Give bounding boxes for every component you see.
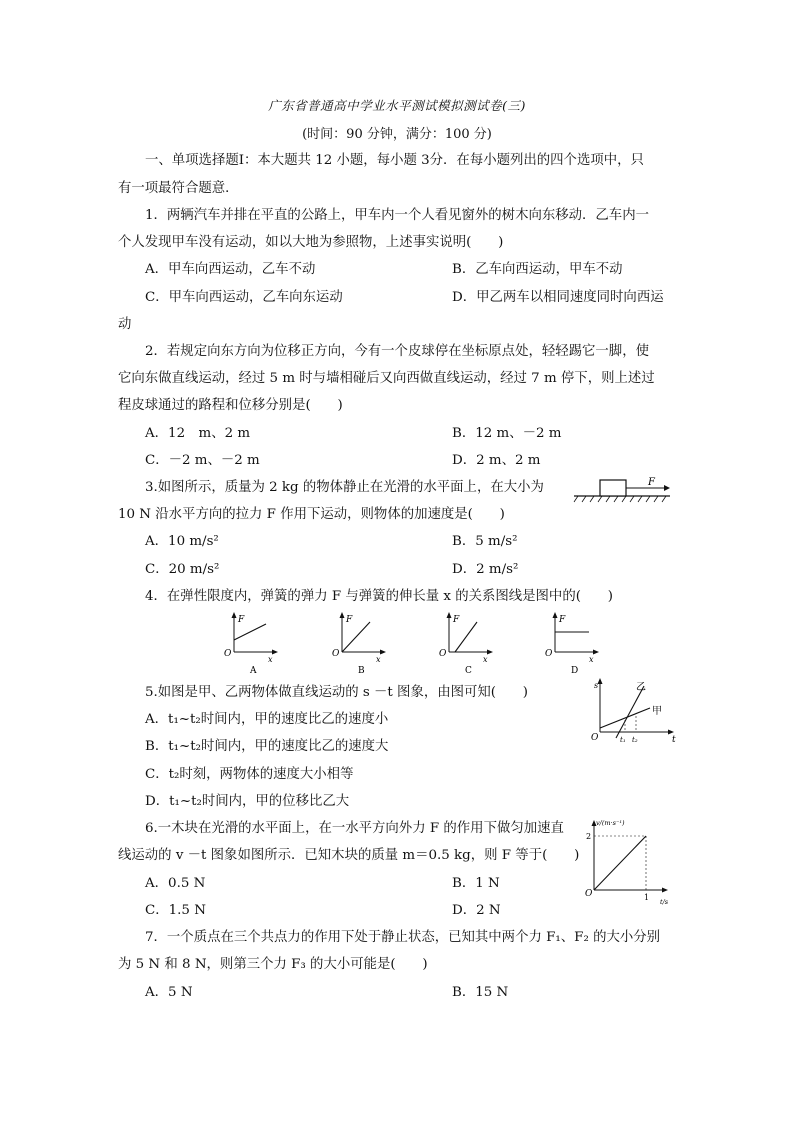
svg-text:t₁: t₁ bbox=[620, 736, 626, 744]
q1-stem: 1．两辆汽车并排在平直的公路上，甲车内一个人看见窗外的树木向东移动．乙车内一 bbox=[145, 208, 649, 223]
q2-stem-cont2: 程皮球通过的路程和位移分别是( ) bbox=[118, 398, 343, 413]
q3-option-c: C．20 m/s² bbox=[145, 562, 220, 577]
svg-text:A: A bbox=[250, 666, 257, 676]
svg-text:1: 1 bbox=[644, 893, 650, 902]
q7-stem-cont: 为 5 N 和 8 N，则第三个力 F₃ 的大小可能是( ) bbox=[118, 957, 428, 972]
svg-text:C: C bbox=[465, 666, 472, 676]
q6-stem: 6.一木块在光滑的水平面上，在一水平方向外力 F 的作用下做匀加速直 bbox=[145, 821, 564, 836]
svg-text:x: x bbox=[483, 655, 488, 664]
q1-option-c: C．甲车向西运动，乙车向东运动 bbox=[145, 290, 343, 305]
svg-text:F: F bbox=[346, 615, 353, 625]
svg-text:乙: 乙 bbox=[636, 682, 646, 693]
q1-option-d: D．甲乙两车以相同速度同时向西运 bbox=[452, 290, 664, 305]
q5-option-b: B．t₁~t₂时间内，甲的速度比乙的速度大 bbox=[145, 739, 389, 754]
svg-text:甲: 甲 bbox=[652, 706, 662, 717]
q5-option-c: C．t₂时刻，两物体的速度大小相等 bbox=[145, 767, 354, 782]
block bbox=[600, 480, 626, 496]
svg-text:t/s: t/s bbox=[660, 898, 669, 906]
svg-text:F: F bbox=[238, 615, 245, 625]
svg-text:O: O bbox=[224, 649, 232, 659]
q2-option-c: C．－2 m、－2 m bbox=[145, 453, 260, 468]
q3-option-d: D．2 m/s² bbox=[452, 562, 519, 577]
q4-graph-d bbox=[541, 612, 601, 676]
q4-graph-a bbox=[220, 612, 280, 676]
svg-text:O: O bbox=[332, 649, 340, 659]
q6-stem-cont: 线运动的 v －t 图象如图所示．已知木块的质量 m＝0.5 kg，则 F 等于( ) bbox=[118, 848, 580, 863]
q2-option-a: A．12 m、2 m bbox=[145, 426, 251, 441]
q6-option-a: A．0.5 N bbox=[145, 876, 206, 891]
q5-option-a: A．t₁~t₂时间内，甲的速度比乙的速度小 bbox=[145, 712, 389, 727]
section-instruction: 一、单项选择题Ⅰ：本大题共 12 小题，每小题 3分．在每小题列出的四个选项中，只 bbox=[145, 153, 644, 168]
q1-option-b: B．乙车向西运动，甲车不动 bbox=[452, 262, 623, 277]
svg-text:O: O bbox=[591, 733, 599, 743]
q3-stem-cont: 10 N 沿水平方向的拉力 F 作用下运动，则物体的加速度是( ) bbox=[118, 507, 505, 522]
svg-text:B: B bbox=[358, 666, 365, 676]
force-label: F bbox=[648, 477, 655, 488]
svg-text:O: O bbox=[585, 889, 593, 899]
svg-text:s: s bbox=[594, 681, 599, 690]
svg-text:F: F bbox=[453, 615, 460, 625]
q6-option-c: C．1.5 N bbox=[145, 903, 206, 918]
svg-text:D: D bbox=[571, 666, 579, 676]
svg-text:O: O bbox=[439, 649, 447, 659]
svg-text:x: x bbox=[376, 655, 381, 664]
section-instruction-cont: 有一项最符合题意． bbox=[118, 181, 239, 196]
q5-option-d: D．t₁~t₂时间内，甲的位移比乙大 bbox=[145, 794, 350, 809]
q7-option-b: B．15 N bbox=[452, 985, 509, 1000]
svg-text:2: 2 bbox=[586, 832, 592, 841]
q2-option-b: B．12 m、－2 m bbox=[452, 426, 562, 441]
svg-text:t: t bbox=[672, 735, 676, 745]
q3-option-b: B．5 m/s² bbox=[452, 534, 518, 549]
q4-graph-c bbox=[435, 612, 495, 676]
q4-stem: 4．在弹性限度内，弹簧的弹力 F 与弹簧的伸长量 x 的关系图线是图中的( ) bbox=[145, 589, 613, 604]
q2-stem-cont1: 它向东做直线运动，经过 5 m 时与墙相碰后又向西做直线运动，经过 7 m 停下，则上述过 bbox=[118, 371, 655, 386]
q4-graph-b bbox=[328, 612, 388, 676]
q3-block-diagram bbox=[572, 474, 672, 508]
exam-title: 广东省普通高中学业水平测试模拟测试卷(三) bbox=[268, 98, 526, 113]
q1-option-a: A．甲车向西运动，乙车不动 bbox=[145, 262, 316, 277]
q7-option-a: A．5 N bbox=[145, 985, 193, 1000]
q3-option-a: A．10 m/s² bbox=[145, 534, 219, 549]
svg-text:t₂: t₂ bbox=[632, 736, 638, 744]
svg-text:x: x bbox=[268, 655, 273, 664]
svg-text:O: O bbox=[545, 649, 553, 659]
q5-stem: 5.如图是甲、乙两物体做直线运动的 s －t 图象，由图可知( ) bbox=[145, 685, 529, 700]
exam-subtitle: (时间：90 分钟，满分：100 分) bbox=[302, 127, 492, 142]
q7-stem: 7．一个质点在三个共点力的作用下处于静止状态，已知其中两个力 F₁、F₂ 的大小分别 bbox=[145, 930, 661, 945]
svg-text:F: F bbox=[559, 615, 566, 625]
q6-vt-graph bbox=[580, 816, 674, 908]
q1-stem-cont: 个人发现甲车没有运动，如以大地为参照物，上述事实说明( ) bbox=[118, 235, 504, 250]
q5-st-graph bbox=[588, 676, 680, 746]
svg-text:v/(m·s⁻¹): v/(m·s⁻¹) bbox=[596, 819, 625, 827]
q2-stem: 2．若规定向东方向为位移正方向，今有一个皮球停在坐标原点处，轻轻踢它一脚，使 bbox=[145, 344, 649, 359]
q1-option-d-cont: 动 bbox=[118, 317, 132, 332]
q3-stem: 3.如图所示，质量为 2 kg 的物体静止在光滑的水平面上，在大小为 bbox=[145, 480, 544, 495]
svg-text:x: x bbox=[589, 655, 594, 664]
q6-option-b: B．1 N bbox=[452, 876, 500, 891]
q2-option-d: D．2 m、2 m bbox=[452, 453, 541, 468]
q6-option-d: D．2 N bbox=[452, 903, 501, 918]
